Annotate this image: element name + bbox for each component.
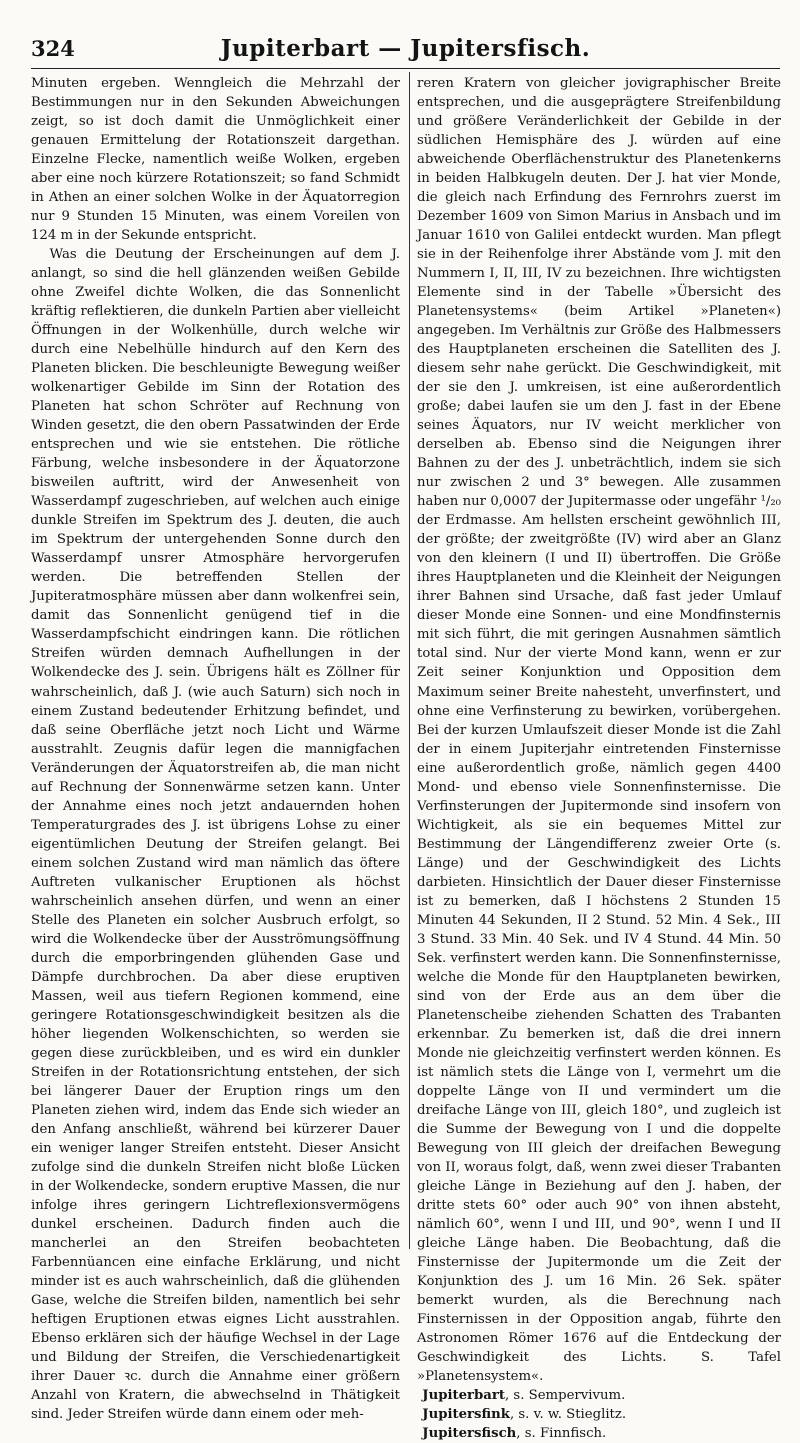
entry-text: , s. Finnfisch. (516, 1426, 607, 1442)
entry-text: , s. v. w. Stieglitz. (509, 1407, 627, 1423)
paragraph: Was die Deutung der Erscheinungen auf dem J. anlangt, so sind die hell glänzenden weißen Gebilde ohne Zweifel dichte Wolken, die das Sonnenlicht kräftig reflektieren, die dunkeln Partien aber vielleicht Öffnungen in der Wolkenhülle, durch welche wir durch eine Nebelhülle hindurch auf den Kern des Planeten blicken. Die beschleunigte Bewegung weißer wolkenartiger Gebilde im Sinn der Rotation des Planeten hat schon Schröter auf Rechnung von Winden gesetzt, die den obern Passatwinden der Erde entsprechen und wie sie entstehen. Die rötliche Färbung, welche insbesondere in der Äquatorzone bisweilen auftritt, wird der Anwesenheit von Wasserdampf zugeschrieben, auf welchen auch einige dunkle Streifen im Spektrum des J. deuten, die auch im Spektrum der untergehenden Sonne durch den Wasserdampf unsrer Atmosphäre hervorgerufen werden. Die betreffenden Stellen der Jupiteratmosphäre müssen aber dann wolkenfrei sein, damit das Sonnenlicht genügend tief in die Wasserdampfschicht eindringen kann. Die rötlichen Streifen würden demnach Aufhellungen in der Wolkendecke des J. sein. Übrigens hält es Zöllner für wahrscheinlich, daß J. (wie auch Saturn) sich noch in einem Zustand bedeutender Erhitzung befindet, und daß seine Oberfläche jetzt noch Licht und Wärme ausstrahlt. Zeugnis dafür legen die mannigfachen Veränderungen der Äquatorstreifen ab, die man nicht auf Rechnung der Sonnenwärme setzen kann. Unter der Annahme eines noch jetzt andauernden hohen Temperaturgrades des J. ist übrigens Lohse zu einer eigentümlichen Deutung der Streifen gelangt. Bei einem solchen Zustand wird man nämlich das öftere Auftreten vulkanischer Eruptionen als höchst wahrscheinlich ansehen dürfen, und wenn an einer Stelle des Planeten ein solcher Ausbruch erfolgt, so wird die Wolkendecke über der Ausströmungsöffnung durch die emporbringenden glühenden Gase und Dämpfe durchbrochen. Da aber diese eruptiven Massen, weil aus tiefern Regionen kommend, eine geringere Rotationsgeschwindigkeit besitzen als die höher liegenden Wolkenschichten, so werden sie gegen diese zurückbleiben, und es wird ein dunkler Streifen in der Rotationsrichtung entstehen, der sich bei längerer Dauer der Eruption rings um den Planeten ziehen wird, indem das Ende sich wieder an den Anfang anschließt, während bei kürzerer Dauer ein weniger langer Streifen entsteht. Dieser Ansicht zufolge sind die dunkeln Streifen nicht bloße Lücken in der Wolkendecke, sondern eruptive Massen, die nur infolge ihres geringern Lichtreflexionsvermögens dunkel erscheinen. Dadurch finden auch die mancherlei an den Streifen beobachteten Farbennüancen eine einfache Erklärung, und nicht minder ist es auch wahrscheinlich, daß die glühenden Gase, welche die Streifen bilden, namentlich bei sehr heftigen Eruptionen etwas eignes Licht ausstrahlen. Ebenso erklären sich der häufige Wechsel in der Lage und Bildung der Streifen, die Verschiedenartigkeit ihrer Dauer ꝛc. durch die Annahme einer größern Anzahl von Kratern, die abwechselnd in Thätigkeit sind. Jeder Streifen würde dann einem oder meh- (31, 247, 400, 1423)
right-column (417, 74, 781, 1442)
entry-headword: Jupiterbart (422, 1388, 505, 1404)
running-title: Jupiterbart — Jupitersfisch. (220, 34, 591, 62)
entry-headword: Jupitersfink (422, 1407, 510, 1423)
page-header (31, 30, 780, 66)
paragraph: Minuten ergeben. Wenngleich die Mehrzahl der Bestimmungen nur in den Sekunden Abweichungen zeigt, so ist doch damit die Unmöglichkeit einer genauen Ermittelung der Rotationszeit dargethan. Einzelne Flecke, namentlich weiße Wolken, ergeben aber eine noch kürzere Rotationszeit; so fand Schmidt in Athen an einer solchen Wolke in der Äquatorregion nur 9 Stunden 15 Minuten, was einem Voreilen von 124 m in der Sekunde entspricht. (31, 76, 400, 244)
left-column (31, 74, 400, 1423)
entry-headword: Jupitersfisch (422, 1426, 517, 1442)
dictionary-entry (417, 1405, 781, 1424)
entry-text: , s. Sempervivum. (504, 1388, 626, 1404)
page-number: 324 (31, 35, 75, 61)
dictionary-entry (417, 1424, 781, 1443)
column-divider (409, 72, 410, 1249)
dictionary-entry (417, 1386, 781, 1405)
paragraph: reren Kratern von gleicher jovigraphischer Breite entsprechen, und die ausgeprägtere Streifenbildung und größere Veränderlichkeit der Gebilde in der südlichen Hemisphäre des J. würden auf eine abweichende Oberflächenstruktur des Planetenkerns in beiden Halbkugeln deuten. Der J. hat vier Monde, die gleich nach Erfindung des Fernrohrs zuerst im Dezember 1609 von Simon Marius in Ansbach und im Januar 1610 von Galilei entdeckt wurden. Man pflegt sie in der Reihenfolge ihrer Abstände vom J. mit den Nummern I, II, III, IV zu bezeichnen. Ihre wichtigsten Elemente sind in der Tabelle »Übersicht des Planetensystems« (beim Artikel »Planeten«) angegeben. Im Verhältnis zur Größe des Halbmessers des Hauptplaneten erscheinen die Satelliten des J. diesem sehr nahe gerückt. Die Geschwindigkeit, mit der sie den J. umkreisen, ist eine außerordentlich große; dabei laufen sie um den J. fast in der Ebene seines Äquators, nur IV weicht merklicher von derselben ab. Ebenso sind die Neigungen ihrer Bahnen zu der des J. unbeträchtlich, indem sie sich nur zwischen 2 und 3° bewegen. Alle zusammen haben nur 0,0007 der Jupitermasse oder ungefähr ¹/₂₀ der Erdmasse. Am hellsten erscheint gewöhnlich III, der größte; der zweitgrößte (IV) wird aber an Glanz von den kleinern (I und II) übertroffen. Die Größe ihres Hauptplaneten und die Kleinheit der Neigungen ihrer Bahnen sind Ursache, daß fast jeder Umlauf dieser Monde eine Sonnen- und eine Mondfinsternis mit sich führt, die mit geringen Ausnahmen sämtlich total sind. Nur der vierte Mond kann, wenn er zur Zeit seiner Konjunktion und Opposition dem Maximum seiner Breite nahesteht, unverfinstert, und ohne eine Verfinsterung zu bewirken, vorübergehen. Bei der kurzen Umlaufszeit dieser Monde ist die Zahl der in einem Jupiterjahr eintretenden Finsternisse eine außerordentlich große, nämlich gegen 4400 Mond- und ebenso viele Sonnenfinsternisse. Die Verfinsterungen der Jupitermonde sind insofern von Wichtigkeit, als sie ein bequemes Mittel zur Bestimmung der Längendifferenz zweier Orte (s. Länge) und der Geschwindigkeit des Lichts darbieten. Hinsichtlich der Dauer dieser Finsternisse ist zu bemerken, daß I höchstens 2 Stunden 15 Minuten 44 Sekunden, II 2 Stund. 52 Min. 4 Sek., III 3 Stund. 33 Min. 40 Sek. und IV 4 Stund. 44 Min. 50 Sek. verfinstert werden kann. Die Sonnenfinsternisse, welche die Monde für den Hauptplaneten bewirken, sind von der Erde aus an dem über die Planetenscheibe ziehenden Schatten des Trabanten erkennbar. Zu bemerken ist, daß die drei innern Monde nie gleichzeitig verfinstert werden können. Es ist nämlich stets die Länge von I, vermehrt um die doppelte Länge von II und vermindert um die dreifache Länge von III, gleich 180°, und zugleich ist die Summe der Bewegung von I und die doppelte Bewegung von III gleich der dreifachen Bewegung von II, woraus folgt, daß, wenn zwei dieser Trabanten gleiche Länge in Beziehung auf den J. haben, der dritte stets 60° oder auch 90° von ihnen absteht, nämlich 60°, wenn I und III, und 90°, wenn I und II gleiche Länge haben. Die Beobachtung, daß die Finsternisse der Jupitermonde um die Zeit der Konjunktion des J. um 16 Min. 26 Sek. später bemerkt wurden, als die Berechnung nach Finsternissen in der Opposition angab, führte den Astronomen Römer 1676 auf die Entdeckung der Geschwindigkeit des Lichts. S. Tafel »Planetensystem«. (417, 76, 781, 1385)
header-rule (31, 68, 780, 69)
